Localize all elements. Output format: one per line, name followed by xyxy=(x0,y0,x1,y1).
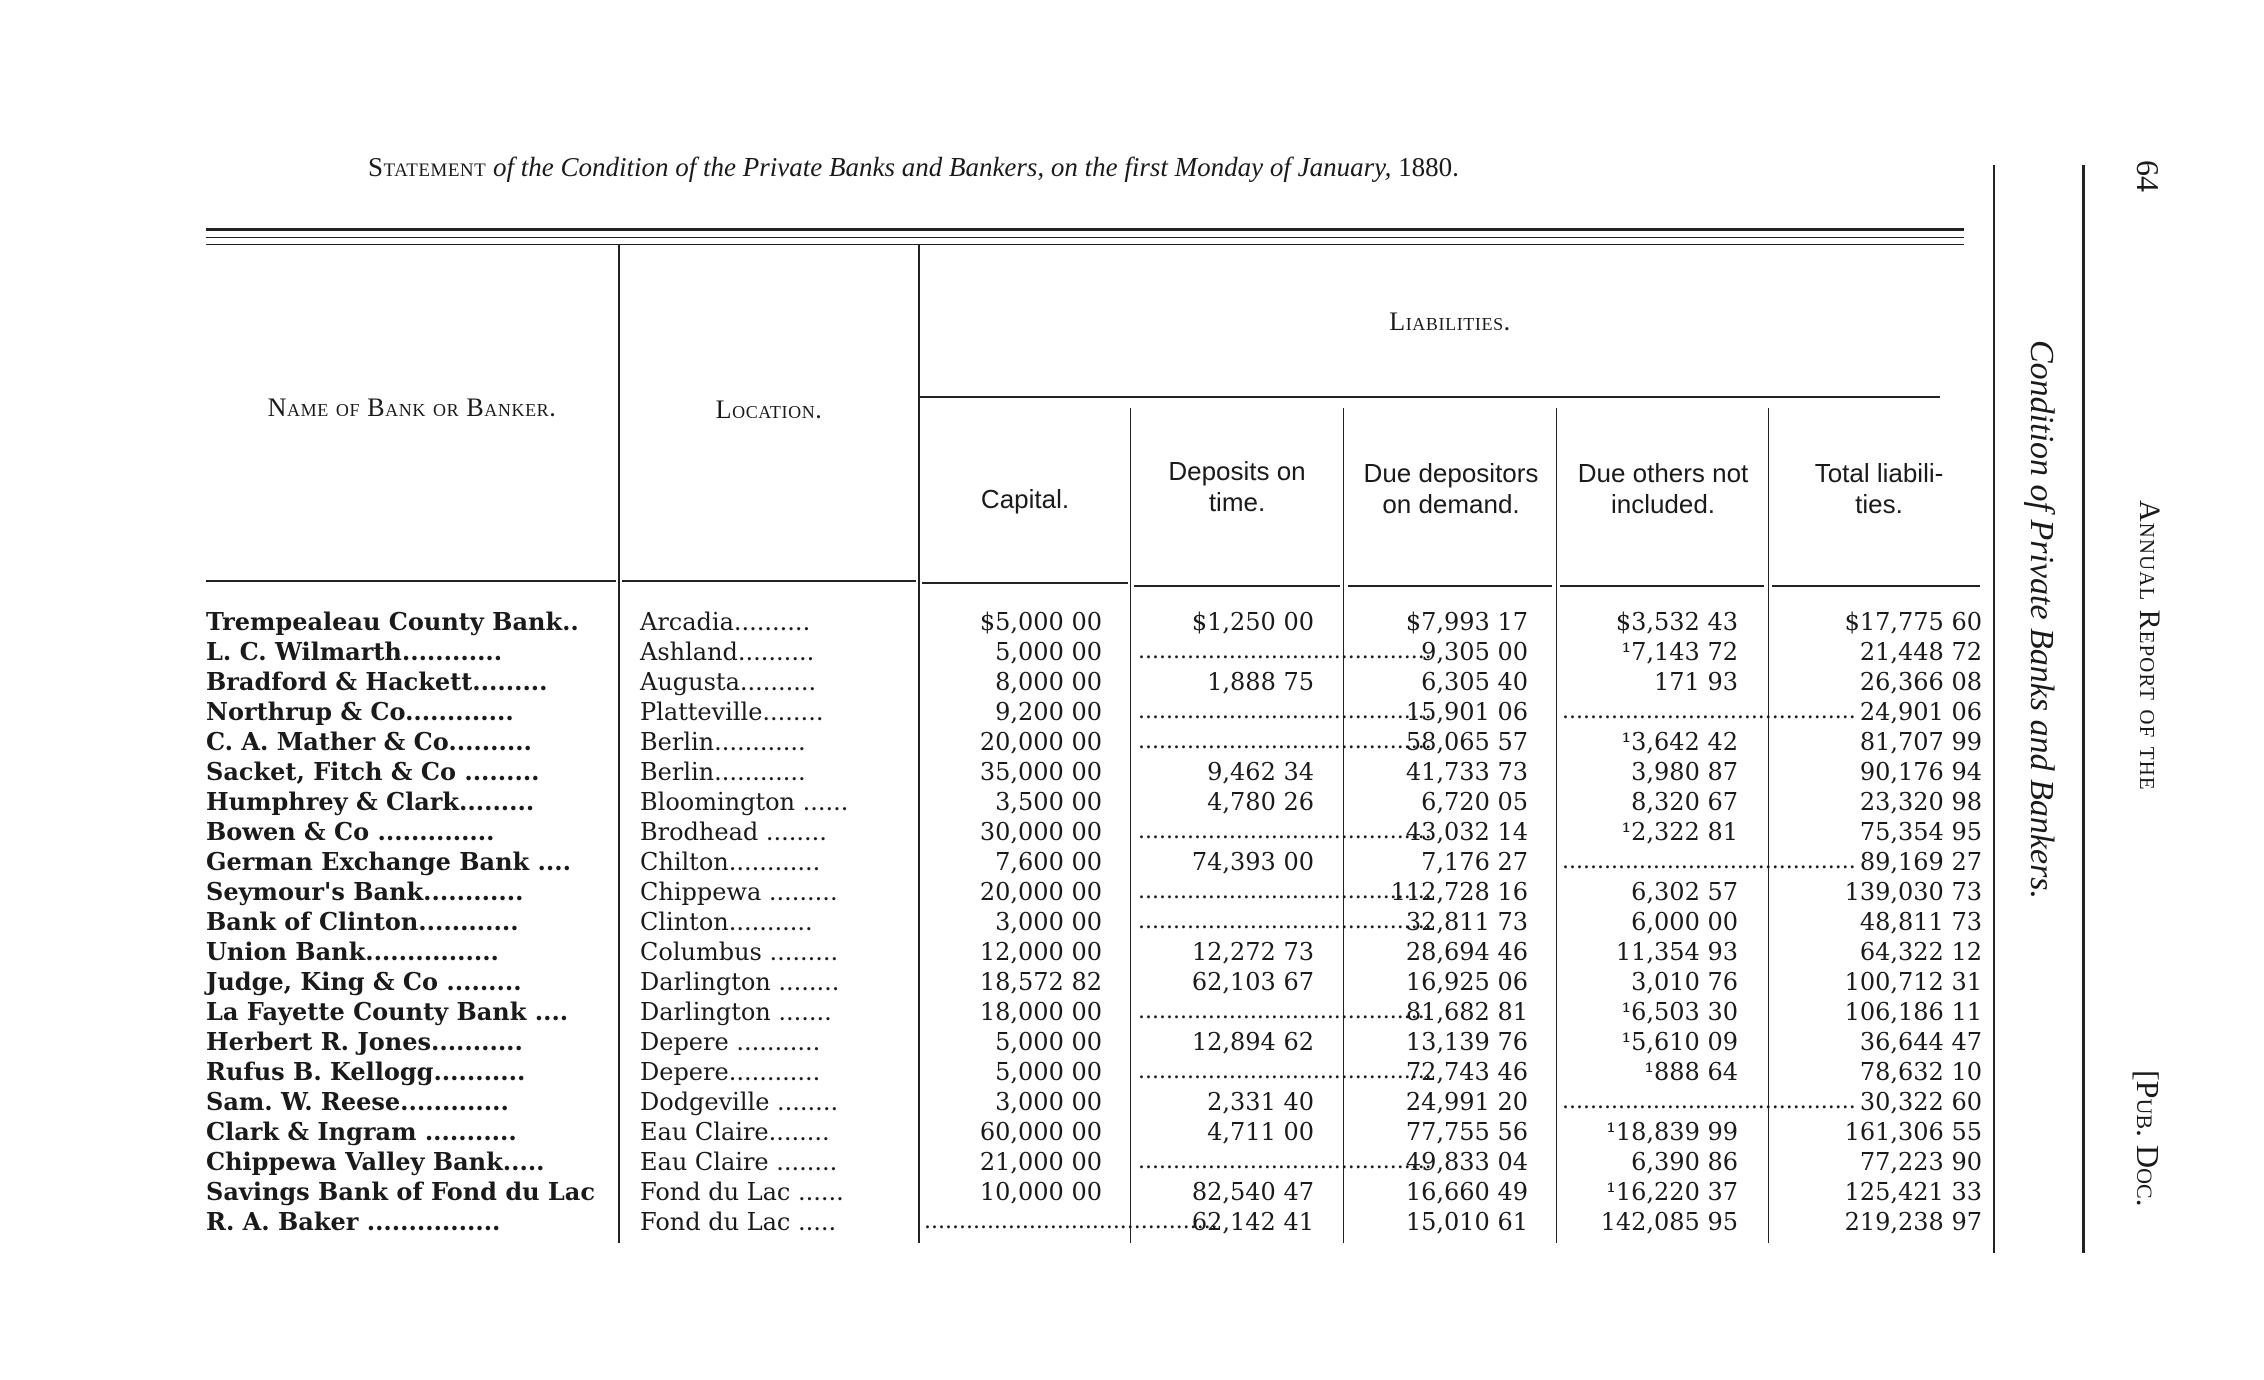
cell-location: Columbus ......... xyxy=(640,938,839,966)
header-bottom-rule-others xyxy=(1560,585,1764,587)
cell-capital: 5,000 00 xyxy=(995,1058,1102,1086)
table-row xyxy=(0,967,2000,997)
cell-deposits: 9,462 34 xyxy=(1207,758,1314,786)
cell-capital: 35,000 00 xyxy=(979,758,1102,786)
cell-due-depositors: 32,811 73 xyxy=(1405,908,1528,936)
cell-due-others: ¹6,503 30 xyxy=(1621,998,1738,1026)
cell-total: 106,186 11 xyxy=(1844,998,1982,1026)
cell-name: Herbert R. Jones........... xyxy=(206,1027,523,1056)
cell-capital: 9,200 00 xyxy=(995,698,1102,726)
cell-name: C. A. Mather & Co.......... xyxy=(206,727,532,756)
title-year: 1880. xyxy=(1398,152,1459,182)
cell-total: 64,322 12 xyxy=(1859,938,1982,966)
table-row xyxy=(0,637,2000,667)
header-liabilities: Liabilities. xyxy=(1389,307,1511,336)
cell-deposits: $1,250 00 xyxy=(1191,608,1314,636)
cell-location: Berlin............ xyxy=(640,728,806,756)
cell-name: Bradford & Hackett......... xyxy=(206,667,548,696)
cell-name: Chippewa Valley Bank..... xyxy=(206,1147,545,1176)
cell-due-others: ¹16,220 37 xyxy=(1606,1178,1738,1206)
header-total-line1: Total liabili- xyxy=(1814,458,1944,488)
cell-due-others: 171 93 xyxy=(1654,668,1738,696)
cell-location: Brodhead ........ xyxy=(640,818,827,846)
cell-capital: 12,000 00 xyxy=(979,938,1102,966)
empty-cell-leader: .......................................... xyxy=(1562,699,1856,724)
empty-cell-leader: .......................................... xyxy=(1138,729,1432,754)
cell-name: Bowen & Co .............. xyxy=(206,817,495,846)
table-row xyxy=(0,667,2000,697)
cell-due-depositors: 9,305 00 xyxy=(1421,638,1528,666)
cell-location: Arcadia.......... xyxy=(640,608,811,636)
header-bottom-rule-location xyxy=(622,580,916,582)
cell-location: Eau Claire........ xyxy=(640,1118,830,1146)
cell-total: 23,320 98 xyxy=(1859,788,1982,816)
header-due-others-line1: Due others not xyxy=(1577,458,1749,488)
cell-due-depositors: 16,925 06 xyxy=(1405,968,1528,996)
table-row xyxy=(0,937,2000,967)
cell-location: Chilton............ xyxy=(640,848,821,876)
cell-due-depositors: 28,694 46 xyxy=(1405,938,1528,966)
table-title xyxy=(368,152,1808,183)
cell-deposits: 1,888 75 xyxy=(1207,668,1314,696)
table-row xyxy=(0,1117,2000,1147)
cell-name: R. A. Baker ................ xyxy=(206,1207,501,1236)
cell-due-others: ¹18,839 99 xyxy=(1606,1118,1738,1146)
cell-due-depositors: 81,682 81 xyxy=(1405,998,1528,1026)
cell-location: Fond du Lac ...... xyxy=(640,1178,844,1206)
cell-due-depositors: 13,139 76 xyxy=(1405,1028,1528,1056)
header-name: Name of Bank or Banker. xyxy=(267,393,557,422)
header-location: Location. xyxy=(715,395,823,424)
running-title: Condition of Private Banks and Bankers. xyxy=(2023,340,2060,900)
cell-name: Humphrey & Clark......... xyxy=(206,787,535,816)
cell-deposits: 62,142 41 xyxy=(1191,1208,1314,1236)
cell-due-others: ¹888 64 xyxy=(1644,1058,1738,1086)
liabilities-rule xyxy=(920,396,1940,398)
empty-cell-leader: .......................................... xyxy=(1138,639,1432,664)
cell-name: Bank of Clinton............ xyxy=(206,907,519,936)
header-due-depositors-line1: Due depositors xyxy=(1363,458,1539,488)
cell-total: 81,707 99 xyxy=(1859,728,1982,756)
cell-due-others: 6,390 86 xyxy=(1631,1148,1738,1176)
cell-total: 139,030 73 xyxy=(1844,878,1982,906)
table-row xyxy=(0,997,2000,1027)
cell-capital: 21,000 00 xyxy=(979,1148,1102,1176)
cell-location: Ashland.......... xyxy=(640,638,815,666)
cell-capital: 60,000 00 xyxy=(979,1118,1102,1146)
cell-due-depositors: 15,010 61 xyxy=(1405,1208,1528,1236)
cell-total: 30,322 60 xyxy=(1859,1088,1982,1116)
cell-due-others: $3,532 43 xyxy=(1615,608,1738,636)
header-bottom-rule-total xyxy=(1772,585,1980,587)
cell-due-others: 8,320 67 xyxy=(1631,788,1738,816)
cell-total: 36,644 47 xyxy=(1859,1028,1982,1056)
doc-label: [Pub. Doc. xyxy=(2130,1070,2166,1207)
header-bottom-rule-name xyxy=(206,580,616,582)
cell-location: Bloomington ...... xyxy=(640,788,849,816)
cell-location: Chippewa ......... xyxy=(640,878,838,906)
cell-name: Sacket, Fitch & Co ......... xyxy=(206,757,540,786)
cell-total: 90,176 94 xyxy=(1859,758,1982,786)
cell-due-others: ¹7,143 72 xyxy=(1621,638,1738,666)
cell-deposits: 82,540 47 xyxy=(1191,1178,1314,1206)
cell-total: 161,306 55 xyxy=(1844,1118,1982,1146)
table-row xyxy=(0,1207,2000,1237)
table-row xyxy=(0,1177,2000,1207)
empty-cell-leader: .......................................... xyxy=(1138,879,1432,904)
cell-due-others: 11,354 93 xyxy=(1615,938,1738,966)
cell-due-depositors: 24,991 20 xyxy=(1405,1088,1528,1116)
cell-capital: 3,500 00 xyxy=(995,788,1102,816)
empty-cell-leader: .......................................... xyxy=(1562,1089,1856,1114)
table-row xyxy=(0,847,2000,877)
empty-cell-leader: .......................................... xyxy=(1138,1149,1432,1174)
empty-cell-leader: .......................................... xyxy=(1562,849,1856,874)
cell-location: Darlington ........ xyxy=(640,968,840,996)
empty-cell-leader: .......................................... xyxy=(1138,1059,1432,1084)
cell-name: Union Bank................ xyxy=(206,937,499,966)
header-due-others xyxy=(1558,458,1768,520)
cell-due-others: ¹5,610 09 xyxy=(1621,1028,1738,1056)
cell-total: 75,354 95 xyxy=(1859,818,1982,846)
cell-capital: 20,000 00 xyxy=(979,728,1102,756)
cell-due-depositors: 49,833 04 xyxy=(1405,1148,1528,1176)
header-deposits-time xyxy=(1134,456,1340,518)
table-row xyxy=(0,1027,2000,1057)
cell-deposits: 2,331 40 xyxy=(1207,1088,1314,1116)
cell-name: Clark & Ingram ........... xyxy=(206,1117,517,1146)
cell-due-others: 6,302 57 xyxy=(1631,878,1738,906)
header-due-others-line2: included. xyxy=(1610,489,1716,520)
cell-name: L. C. Wilmarth............ xyxy=(206,637,503,666)
cell-capital: 8,000 00 xyxy=(995,668,1102,696)
table-row xyxy=(0,1147,2000,1177)
cell-name: Judge, King & Co ......... xyxy=(206,967,522,996)
cell-total: 48,811 73 xyxy=(1859,908,1982,936)
top-rule-thin-2 xyxy=(206,244,1964,245)
cell-location: Depere ........... xyxy=(640,1028,821,1056)
cell-total: 219,238 97 xyxy=(1844,1208,1982,1236)
table-row xyxy=(0,1057,2000,1087)
cell-deposits: 62,103 67 xyxy=(1191,968,1314,996)
cell-capital: 3,000 00 xyxy=(995,908,1102,936)
cell-due-depositors: 77,755 56 xyxy=(1405,1118,1528,1146)
cell-name: Savings Bank of Fond du Lac xyxy=(206,1177,595,1206)
header-total-line2: ties. xyxy=(1855,489,1903,520)
cell-location: Fond du Lac ..... xyxy=(640,1208,837,1236)
empty-cell-leader: .......................................... xyxy=(924,1209,1218,1234)
cell-capital: 7,600 00 xyxy=(995,848,1102,876)
cell-due-others: 6,000 00 xyxy=(1631,908,1738,936)
cell-due-others: ¹2,322 81 xyxy=(1621,818,1738,846)
cell-location: Clinton........... xyxy=(640,908,813,936)
header-capital: Capital. xyxy=(980,484,1070,514)
cell-due-depositors: 6,720 05 xyxy=(1421,788,1528,816)
cell-capital: 5,000 00 xyxy=(995,638,1102,666)
cell-name: La Fayette County Bank .... xyxy=(206,997,569,1026)
cell-total: 78,632 10 xyxy=(1859,1058,1982,1086)
cell-deposits: 12,272 73 xyxy=(1191,938,1314,966)
cell-deposits: 74,393 00 xyxy=(1191,848,1314,876)
header-deposits-line2: time. xyxy=(1208,487,1266,518)
cell-total: 24,901 06 xyxy=(1859,698,1982,726)
cell-deposits: 4,780 26 xyxy=(1207,788,1314,816)
table-row xyxy=(0,907,2000,937)
cell-due-depositors: 43,032 14 xyxy=(1405,818,1528,846)
cell-due-depositors: 112,728 16 xyxy=(1390,878,1528,906)
empty-cell-leader: .......................................... xyxy=(1138,699,1432,724)
cell-total: 77,223 90 xyxy=(1859,1148,1982,1176)
empty-cell-leader: .......................................... xyxy=(1138,999,1432,1024)
cell-due-depositors: 7,176 27 xyxy=(1421,848,1528,876)
cell-capital: 5,000 00 xyxy=(995,1028,1102,1056)
cell-deposits: 12,894 62 xyxy=(1191,1028,1314,1056)
table-row xyxy=(0,607,2000,637)
cell-capital: 20,000 00 xyxy=(979,878,1102,906)
cell-capital: 3,000 00 xyxy=(995,1088,1102,1116)
top-rule xyxy=(206,228,1964,231)
header-bottom-rule-deposits xyxy=(1134,585,1340,587)
cell-name: Trempealeau County Bank.. xyxy=(206,607,579,636)
cell-location: Berlin............ xyxy=(640,758,806,786)
empty-cell-leader: .......................................... xyxy=(1138,819,1432,844)
cell-due-depositors: 41,733 73 xyxy=(1405,758,1528,786)
cell-name: Rufus B. Kellogg........... xyxy=(206,1057,526,1086)
header-due-depositors-line2: on demand. xyxy=(1382,489,1520,520)
cell-due-depositors: 6,305 40 xyxy=(1421,668,1528,696)
cell-location: Platteville........ xyxy=(640,698,824,726)
report-title: Annual Report of the xyxy=(2133,500,2166,791)
cell-location: Depere............ xyxy=(640,1058,821,1086)
top-rule-thin xyxy=(206,237,1964,238)
cell-total: $17,775 60 xyxy=(1844,608,1982,636)
page-number: 64 xyxy=(2130,160,2166,192)
side-rule-left xyxy=(2082,165,2085,1253)
cell-location: Dodgeville ........ xyxy=(640,1088,839,1116)
cell-name: Seymour's Bank............ xyxy=(206,877,524,906)
cell-due-depositors: 15,901 06 xyxy=(1405,698,1528,726)
cell-location: Augusta.......... xyxy=(640,668,817,696)
cell-total: 125,421 33 xyxy=(1844,1178,1982,1206)
cell-due-depositors: 16,660 49 xyxy=(1405,1178,1528,1206)
header-bottom-rule-due xyxy=(1348,585,1552,587)
cell-total: 26,366 08 xyxy=(1859,668,1982,696)
cell-deposits: 4,711 00 xyxy=(1207,1118,1314,1146)
cell-name: Northrup & Co............. xyxy=(206,697,514,726)
cell-capital: 18,572 82 xyxy=(979,968,1102,996)
title-text: of the Condition of the Private Banks and Bankers, on the first Monday of January, xyxy=(493,152,1392,182)
cell-location: Eau Claire ........ xyxy=(640,1148,838,1176)
cell-due-depositors: 72,743 46 xyxy=(1405,1058,1528,1086)
cell-due-others: ¹3,642 42 xyxy=(1621,728,1738,756)
table-row xyxy=(0,757,2000,787)
header-total xyxy=(1772,458,1986,520)
table-row xyxy=(0,787,2000,817)
table-row xyxy=(0,877,2000,907)
cell-location: Darlington ....... xyxy=(640,998,832,1026)
header-due-depositors xyxy=(1346,458,1556,520)
cell-total: 100,712 31 xyxy=(1844,968,1982,996)
cell-capital: 10,000 00 xyxy=(979,1178,1102,1206)
cell-capital: $5,000 00 xyxy=(979,608,1102,636)
table-row xyxy=(0,697,2000,727)
cell-due-depositors: 58,065 57 xyxy=(1405,728,1528,756)
empty-cell-leader: .......................................... xyxy=(1138,909,1432,934)
cell-total: 21,448 72 xyxy=(1859,638,1982,666)
cell-due-others: 3,010 76 xyxy=(1631,968,1738,996)
header-deposits-line1: Deposits on xyxy=(1168,456,1306,486)
header-bottom-rule-capital xyxy=(922,582,1128,584)
cell-due-depositors: $7,993 17 xyxy=(1405,608,1528,636)
table-row xyxy=(0,727,2000,757)
cell-capital: 18,000 00 xyxy=(979,998,1102,1026)
cell-name: German Exchange Bank .... xyxy=(206,847,571,876)
cell-due-others: 3,980 87 xyxy=(1631,758,1738,786)
cell-capital: 30,000 00 xyxy=(979,818,1102,846)
cell-name: Sam. W. Reese............. xyxy=(206,1087,509,1116)
table-row xyxy=(0,817,2000,847)
cell-total: 89,169 27 xyxy=(1859,848,1982,876)
cell-due-others: 142,085 95 xyxy=(1600,1208,1738,1236)
table-row xyxy=(0,1087,2000,1117)
title-prefix: Statement xyxy=(368,152,487,182)
